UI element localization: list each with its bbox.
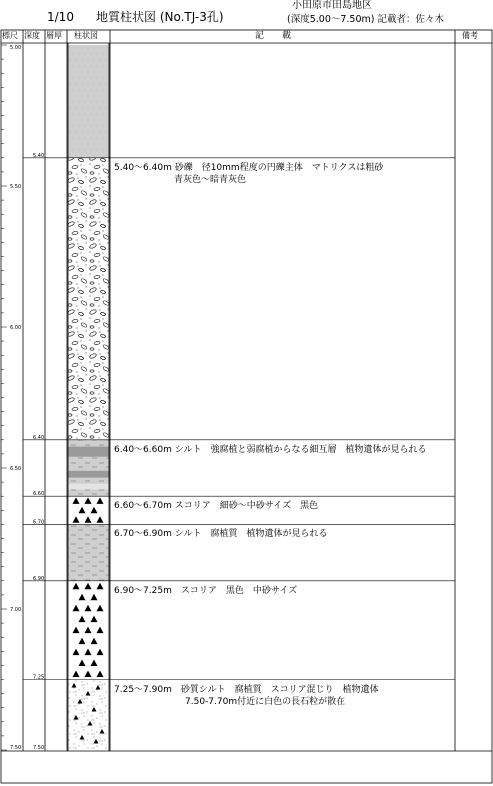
layer-description: 7.50-7.70m付近に白色の長石粒が散在 [185,696,346,707]
speckle [76,60,77,61]
speckle [106,60,107,61]
speckle [82,72,83,73]
speckle [85,150,86,151]
speckle [85,54,86,55]
speckle [85,66,86,67]
speckle [97,126,98,127]
speckle [76,132,77,133]
layer-description: 6.90～7.25m スコリア 黒色 中砂サイズ [114,585,298,596]
speckle [91,90,92,91]
speckle [106,132,107,133]
speckle [73,150,74,151]
speckle [73,78,74,79]
column-fill [68,45,109,158]
speckle [100,132,101,133]
header-description: 記 載 [255,31,292,41]
strata-layers [23,43,455,751]
speckle [91,126,92,127]
speckle [106,108,107,109]
speckle [73,126,74,127]
boundary-depth-label: 6.40 [33,434,45,441]
speckle [79,102,80,103]
speckle [100,120,101,121]
speckle [73,102,74,103]
speckle [88,84,89,85]
speckle [100,108,101,109]
elevation-label: 7.00 [10,607,22,613]
speckle [88,60,89,61]
speckle [85,114,86,115]
speckle [76,96,77,97]
speckle [88,156,89,157]
speckle [94,72,95,73]
speckle [106,156,107,157]
layer-description: 6.60～6.70m スコリア 細砂～中砂サイズ 黒色 [114,501,318,512]
speckle [85,138,86,139]
header-remarks: 備考 [462,31,478,40]
speckle [79,90,80,91]
speckle [88,108,89,109]
speckle [82,156,83,157]
location-name: 小田原市田島地区 [292,0,372,11]
column-fill [68,524,109,580]
speckle [76,72,77,73]
speckle [106,72,107,73]
bottom-depth-label: 7.50 [33,745,45,751]
speckle [103,90,104,91]
depth-range-author: (深度5.00～7.50m) 記載者：佐々木 [287,14,444,25]
speckle [94,156,95,157]
header-column: 柱状図 [74,31,98,40]
speckle [79,138,80,139]
speckle [106,48,107,49]
speckle [100,48,101,49]
elevation-ticks [1,45,7,750]
speckle [85,90,86,91]
header-depth: 深度 [24,31,40,40]
speckle [103,114,104,115]
speckle [94,96,95,97]
speckle [79,126,80,127]
layer-description: 6.40～6.60m シルト 強腐植と弱腐植からなる細互層 植物遺体が見られる [114,444,427,455]
speckle [88,72,89,73]
boundary-depth-label: 6.90 [33,575,45,582]
elevation-label: 5.50 [10,184,22,190]
layer-description: 5.40～6.40m 砂礫 径10mm程度の円礫主体 マトリクスは粗砂 [114,162,384,173]
speckle [91,54,92,55]
speckle [82,84,83,85]
speckle [70,108,71,109]
speckle [82,60,83,61]
speckle [106,96,107,97]
speckle [97,150,98,151]
speckle [88,132,89,133]
speckle [76,156,77,157]
speckle [97,102,98,103]
speckle [70,72,71,73]
speckle [88,96,89,97]
speckle [85,126,86,127]
speckle [97,114,98,115]
elevation-label: 7.50 [10,745,22,751]
speckle [73,114,74,115]
boundary-depth-label: 6.60 [33,491,45,498]
speckle [94,132,95,133]
boundary-depth-label: 6.70 [33,519,45,526]
speckle [82,96,83,97]
speckle [70,96,71,97]
speckle [76,120,77,121]
speckle [85,102,86,103]
speckle [70,144,71,145]
speckle [91,114,92,115]
speckle [100,156,101,157]
speckle [76,48,77,49]
speckle [82,108,83,109]
speckle [82,48,83,49]
speckle [91,78,92,79]
speckle [103,150,104,151]
speckle [82,120,83,121]
speckle [76,108,77,109]
humic-band [68,471,109,478]
layer-L1 [68,45,109,158]
speckle [91,150,92,151]
speckle [94,144,95,145]
speckle [94,120,95,121]
speckle [79,66,80,67]
speckle [94,48,95,49]
speckle [88,144,89,145]
speckle [103,66,104,67]
column-fill [68,680,109,751]
speckle [100,84,101,85]
header-elevation: 標尺 [2,31,18,40]
boundary-depth-label: 7.25 [33,674,45,681]
speckle [73,90,74,91]
boundary-depth-label: 5.40 [33,152,45,159]
speckle [100,144,101,145]
speckle [88,48,89,49]
speckle [79,150,80,151]
speckle [73,138,74,139]
layer-description: 青灰色～暗青灰色 [174,174,247,185]
scale-ratio: 1/10 [47,10,74,24]
speckle [103,138,104,139]
speckle [100,96,101,97]
speckle [97,78,98,79]
speckle [76,144,77,145]
speckle [73,66,74,67]
speckle [94,108,95,109]
speckle [91,66,92,67]
speckle [97,138,98,139]
layer-L2 [23,153,455,440]
speckle [73,54,74,55]
speckle [97,54,98,55]
humic-band [68,447,109,457]
elevation-labels [10,45,21,751]
layer-description: 7.25～7.90m 砂質シルト 腐植質 スコリア混じり 植物遺体 [114,684,379,695]
speckle [70,132,71,133]
speckle [70,156,71,157]
speckle [82,132,83,133]
speckle [70,84,71,85]
speckle [100,60,101,61]
speckle [103,126,104,127]
speckle [103,54,104,55]
speckle [79,78,80,79]
header-thickness: 層厚 [46,31,62,40]
log-title: 地質柱状図 (No.TJ-3孔) [96,10,224,24]
column-fill [68,158,109,440]
speckle [94,84,95,85]
speckle [106,84,107,85]
elevation-label: 6.50 [10,466,22,472]
speckle [79,114,80,115]
speckle [100,72,101,73]
speckle [88,120,89,121]
speckle [76,84,77,85]
speckle [70,48,71,49]
layer-L3 [23,435,455,496]
speckle [79,54,80,55]
speckle [103,78,104,79]
speckle [85,78,86,79]
speckle [82,144,83,145]
speckle [97,66,98,67]
speckle [106,144,107,145]
speckle [91,102,92,103]
light-band [68,484,109,490]
speckle [94,60,95,61]
speckle [97,90,98,91]
speckle [70,120,71,121]
layer-description: 6.70～6.90m シルト 腐植質 植物遺体が見られる [114,529,328,540]
speckle [103,102,104,103]
elevation-label: 6.00 [10,325,22,331]
speckle [70,60,71,61]
elevation-label: 5.00 [10,45,22,51]
speckle [106,120,107,121]
speckle [91,138,92,139]
